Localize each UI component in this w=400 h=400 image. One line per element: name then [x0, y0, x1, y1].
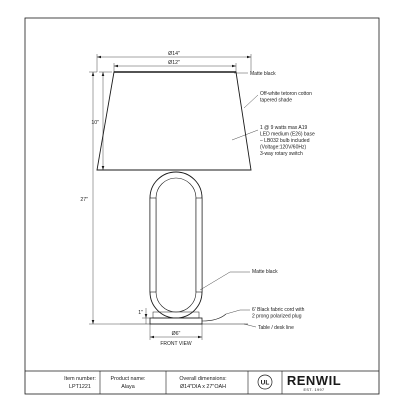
overall-dimensions-label: Overall dimensions: [179, 376, 227, 382]
product-name-label: Product name: [110, 376, 146, 382]
svg-text:UL: UL [260, 379, 270, 387]
callout-bulb: 1 @ 9 watts max A19 LED medium (E26) base – LB032 bulb included (Voltage:120V/60Hz) 3-way rotary switch [260, 125, 315, 157]
dim-label-base-height: 1" [138, 310, 143, 316]
dim-label-shade-inner: Ø12" [168, 60, 180, 66]
dim-base-height [142, 308, 150, 324]
dim-label-overall-height: 27" [80, 197, 88, 203]
view-label: FRONT VIEW [160, 341, 192, 347]
callout-shade: Off-white tetoron cotton tapered shade [260, 91, 312, 104]
callout-matte-black-body: Matte black [252, 269, 278, 275]
product-name-value: Alaya [121, 384, 135, 390]
renwil-logo [287, 373, 341, 392]
callout-table: Table / desk line [258, 325, 294, 331]
dim-label-shade-top: Ø14" [168, 51, 180, 57]
callout-cord: 6' Black fabric cord with 2 prong polarized plug [252, 307, 305, 320]
dim-label-shade-height: 10" [91, 120, 99, 126]
item-number-label: Item number: [64, 376, 96, 382]
lamp-shade [97, 72, 251, 170]
svg-text:RENWIL: RENWIL [286, 373, 342, 388]
lamp-body [150, 172, 202, 318]
lamp-base [150, 312, 202, 324]
ul-cert-mark [258, 375, 272, 389]
dim-label-base-dia: Ø6" [171, 331, 181, 337]
power-cord [202, 314, 226, 321]
item-number-value: LPT1221 [69, 384, 91, 390]
overall-dimensions-value: Ø14"DIA x 27"OAH [179, 384, 227, 390]
svg-text:EST. 1997: EST. 1997 [303, 388, 325, 392]
callout-matte-black-top: Matte black [250, 71, 276, 77]
